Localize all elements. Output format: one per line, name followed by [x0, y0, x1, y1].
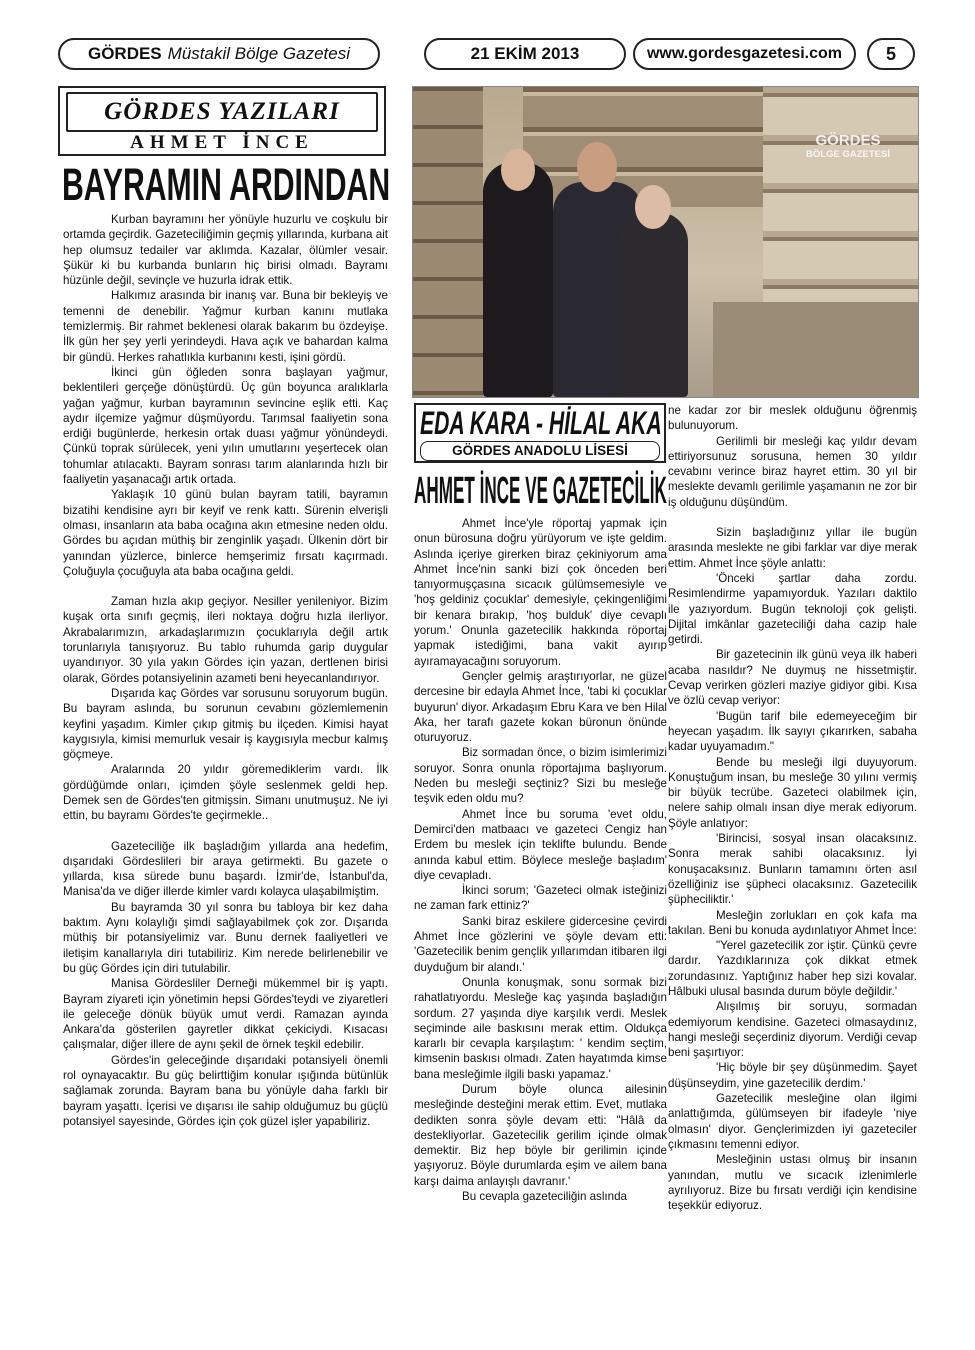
article-paragraph: Gazeteciliğe ilk başladığım yıllarda ana hedefim, dışarıdaki Gördeslileri bir araya getirmekti. Bu gazete o yıllarda, kısa sürede bunu başardı. İzmir'de, İstanbul'da, Manisa'da ve diğer illerde kimler vardı kolayca ulaşabilmiştim.: [63, 839, 388, 899]
article-paragraph: İkinci sorum; 'Gazeteci olmak isteğinizi ne zaman fark ettiniz?': [414, 884, 667, 913]
person-center-head: [577, 142, 617, 192]
person-left: [483, 162, 553, 397]
paper-name-pill: [58, 38, 380, 70]
article-paragraph: Mesleğin zorlukları en çok kafa ma takılan. Beni bu konuda aydınlatıyor Ahmet İnce:: [668, 908, 917, 937]
article-paragraph: 'Hiç böyle bir şey düşünmedim. Şayet düşünseydim, yine gazetecilik derdim.': [668, 1061, 917, 1090]
article-paragraph: Sizin başladığınız yıllar ile bugün arasında meslekte ne gibi farklar var diye merak ettim. Ahmet İnce şöyle anlattı:: [668, 526, 917, 570]
article-paragraph: Kurban bayramını her yönüyle huzurlu ve coşkulu bir ortamda geçirdik. Gazeteciliğimin geçmiş yıllarında, kurbana ait hep olumsuz tedailer var aklımda. Kazalar, ölümler vesair. Şükür ki bu kurbanda bunların hiç birisi olmadı. Bayramı hüzünle değil, sevinçle ve huzurla idrak ettik.: [63, 213, 388, 288]
article-paragraph: Ahmet İnce'yle röportaj yapmak için onun bürosuna doğru yürüyorum ve işte geldim. Aslında içeriye girerken biraz çekiniyorum ama Ahmet İnce'nin sanki bizi çok önceden beri tanıyormuşçasına sıcacık gülümsemesiyle ve 'hoş geldiniz çocuklar' demesiyle, çekingenliğimi bir kenara bırakıp, 'hoş bulduk' diye cevaplı yorum.' Onunla gazetecilik hakkında röportaj yapmak istediğimi, bana vakit ayırıp ayıramayacağını soruyorum.: [414, 517, 667, 668]
watermark-line2: BÖLGE GAZETESİ: [806, 149, 890, 160]
article-paragraph: Manisa Gördesliler Derneği mükemmel bir iş yaptı. Bayram ziyareti için yönetimin hepsi Gördes'teydi ve ziyaretleri ile geleceğe dönük büyük umut verdi. Ramazan ayında Ankara'da gösterilen gayretler dikkat çekiciydi. Kısacası çalışmalar, diğer illere de aynı şekil de örnek teşkil edebilir.: [63, 977, 388, 1052]
website-link[interactable]: www.gordesgazetesi.com: [646, 45, 842, 62]
article-paragraph: Bu bayramda 30 yıl sonra bu tabloya bir kez daha baktım. Aynı kolaylığı şimdi sağlayabilmek çok zor. Dışarıda müthiş bir potansiyelimiz var. Bunu dernek faaliyetleri ve iletişim kanallarıyla diri tutabiliriz. Kim nerede belirlenebilir ve bu güç Gördes için diri tutulabilir.: [63, 900, 388, 975]
article-paragraph: Biz sormadan önce, o bizim isimlerimizi soruyor. Sonra onunla röportajıma başlıyorum. Neden bu mesleği seçtiniz? Sizi bu mesleğe teşvik eden oldu mu?: [414, 746, 667, 806]
article-paragraph: Sanki biraz eskilere gidercesine çevirdi Ahmet İnce gözlerini ve şöyle devam etti: 'Gazetecilik benim gençlik yıllarımdan itibaren ilgi duyduğum bir alandı.': [414, 914, 667, 974]
caption-names: EDA KARA - HİLAL AKA: [420, 405, 662, 439]
person-left-head: [501, 149, 535, 191]
right-headline-wrap: [414, 470, 669, 512]
column-author: AHMET İNCE: [130, 132, 314, 153]
paper-subtitle: Müstakil Bölge Gazetesi: [167, 44, 351, 63]
article-paragraph: Aralarında 20 yıldır göremediklerim vardı. İlk gördüğümde onları, içimden şöyle seslenmek geldi hep. Demek sen de Gördes'ten gitmişsin. Simanı unutmuşuz. Ne iyi ettin, bu bayramı Gördes'te geçirmekle..: [63, 763, 388, 823]
article-paragraph: Gençler gelmiş araştırıyorlar, ne güzel dercesine bir edayla Ahmet İnce, 'tabi ki çocuklar buyurun' diyor. Arkadaşım Ebru Kara ve ben Hilal Aka, her tarafı gazete kokan büronun önünde oturuyoruz.: [414, 669, 667, 745]
right-article-col2: [668, 403, 917, 1213]
article-paragraph: 'Birincisi, sosyal insan olacaksınız. Sonra merak sahibi olacaksınız. İyi konuşacaksınız. Bunların tamamını örten asıl özelliğiniz ise şüpheci olacaksınız. Gazetecilik şüpheciliktir.': [668, 832, 917, 907]
issue-date: 21 EKİM 2013: [470, 44, 580, 63]
date-pill: [424, 38, 626, 70]
page-number: 5: [885, 43, 896, 64]
column-logo-title-band: [66, 92, 378, 132]
article-paragraph: 'Önceki şartlar daha zordu. Resimlendirme yapamıyorduk. Yazıları daktilo ile yazıyordum. Bugün teknoloji çok gelişti. Dijital imkânlar gazeteciliği daha cazip hale getirdi.: [668, 571, 917, 647]
website-pill[interactable]: [633, 38, 856, 70]
article-paragraph: 'Bugün tarif bile edemeyeceğim bir heyecan yaşadım. İlk sayıyı çıkarırken, sabaha kadar uyuyamadım.": [668, 709, 917, 754]
article-paragraph: Bu cevapla gazeteciliğin aslında: [462, 1190, 627, 1204]
right-headline: AHMET İNCE VE GAZETECİLİK: [414, 470, 667, 512]
person-right-head: [635, 185, 671, 229]
watermark-line1: GÖRDES: [815, 132, 881, 149]
caption-school: GÖRDES ANADOLU LİSESİ: [420, 441, 660, 461]
page-number-pill: [867, 38, 915, 70]
article-paragraph: Bende bu mesleği ilgi duyuyorum. Konuştuğum insan, bu mesleğe 30 yılını vermiş bir büyük tecrübe. Gazeteci olabilmek için, nelere sahip olmalı insan diye merak ediyorum. Şöyle anlatıyor:: [668, 755, 917, 830]
article-paragraph: Bir gazetecinin ilk günü veya ilk haberi acaba nasıldır? Ne duymuş ne hissetmiştir. Cevap verirken gözleri maziye gidiyor gibi. Kısa ve özlü cevap veriyor:: [668, 648, 917, 708]
interview-photo: [412, 86, 919, 398]
article-paragraph: Halkımız arasında bir inanış var. Buna bir bekleyiş ve temenni de denebilir. Yağmur kurban kanını mutlaka temizlermiş. Bir rahmet beklenesi olarak bakarım bu özdeyişe. İlk gün her şey yerli yerindeydi. Hava açık ve bahardan kalma bir gündü. Herkes rahatlıkla kurbanını kesti, işini gördü.: [63, 289, 388, 364]
person-right: [618, 212, 688, 397]
bookshelf-left: [413, 87, 483, 397]
right-article-col1: [414, 516, 667, 1204]
article-paragraph: "Yerel gazetecilik zor iştir. Çünkü çevre dardır. Yazdıklarınıza çok dikkat etmek zorundasınız. Yaptığınız haber hep sizi kovalar. Hâlbuki ulusal basında durum böyle değildir.': [668, 939, 917, 998]
article-paragraph: Durum böyle olunca ailesinin mesleğinde desteğini merak ettim. Evet, mutlaka dedikten sonra şöyle devam etti: "Hâlâ da destekliyorlar. Gazetecilik gerilim içinde olmak demektir. Biz hep böyle bir gerilimin içinde yaşıyoruz. Böyle durumlarda eşim ve ailem bana karşı daima anlayışlı davranır.': [414, 1082, 667, 1188]
article-paragraph: Gerilimli bir mesleği kaç yıldır devam ettiriyorsunuz sorusuna, hemen 30 yıldır cevabını verince biraz hayret ettim. 30 yıl bir meslekte devamlı gerilimle yaşamanın ne zor bir iş olduğunu düşündüm.: [668, 434, 917, 509]
article-paragraph: Alışılmış bir soruyu, sormadan edemiyorum kendisine. Gazeteci olmasaydınız, hangi mesleği seçerdiniz diyorum. Verdiği cevap beni şaşırtıyor:: [668, 1000, 917, 1060]
article-paragraph: Dışarıda kaç Gördes var sorusunu soruyorum bugün. Bu bayram aslında, bu sorunun cevabını gözlemlemenin keyfini yaşadım. Kimler çıkıp gitmiş bu ilçeden. Kimisi hayat kaygısıyla, kimisi memurluk vesair iş kaygısıyla mecbur kalmış göçmeye.: [63, 686, 388, 762]
caption-names-wrap: [420, 405, 664, 439]
article-paragraph: İkinci gün öğleden sonra başlayan yağmur, beklentileri gerçeğe dönüştürdü. Üç gün boyunca aralıklarla yağan yağmur, kurban bayramının sevincine eşlik etti. Kaç aydır ilçemize yağmur düşmüyordu. Tarımsal faaliyetin sona erdiği bugünlerde, herkesin ortak duası yağmur yönündeydi. Çünkü toprak sürülecek, yeni yılın umutlarını yeşertecek olan tohumlar atılacaktı. Bayram sonrası tarım alanlarında hızlı bir faaliyetin yaşanacağı artık ortada.: [63, 365, 388, 487]
left-headline: BAYRAMIN ARDINDAN: [62, 160, 391, 210]
paper-name: GÖRDES: [87, 44, 162, 63]
left-headline-wrap: [62, 160, 392, 210]
photo-caption: [414, 403, 666, 463]
column-logo: [58, 86, 386, 156]
desk: [713, 302, 918, 397]
article-paragraph: ne kadar zor bir meslek olduğunu öğrenmiş bulunuyorum.: [668, 404, 917, 433]
column-logo-title: GÖRDES YAZILARI: [104, 98, 340, 125]
article-paragraph: Gördes'in geleceğinde dışarıdaki potansiyeli önemli rol oynayacaktır. Bu güç belirttiğim konular ışığında bütünlük sağlamak zorunda. Bayram bana bu yönüyle daha farklı bir bayram yaşattı. İçerisi ve dışarısı ile sahip olduğumuz bu güçlü potansiyel sayesinde, Gördes için çok güzel işler yapabiliriz.: [63, 1053, 388, 1128]
article-paragraph: Onunla konuşmak, sonu sormak bizi rahatlatıyordu. Mesleğe kaç yaşında başladığın sordum. 27 yaşında diye karşılık verdi. Meslek seçiminde aile baskısını merak ettim. Oldukça kararlı bir cevapla karşılaştım: ' kendim seçtim, kimsenin baskısı olmadı. Zaten hayatımda kimse bana mesleğimle ilgili baskı yapamaz.': [414, 975, 667, 1081]
article-paragraph: Yaklaşık 10 günü bulan bayram tatili, bayramın bizatihi kendisine ayrı bir keyif ve renk kattı. Sürenin elverişli olması, insanların ata baba ocağına akın etmesine neden oldu. Gördes bu açıdan müthiş bir zenginlik yaşadı. Ülkenin dört bir yanından yüzlerce, binlerce hemşerimiz fırsatı kaçırmadı. Çoluğuyla çocuğuyla ata baba ocağına geldi.: [63, 488, 388, 578]
article-paragraph: Mesleğinin ustası olmuş bir insanın yanından, mutlu ve sıcacık izlenimlerle ayrılıyoruz. Bize bu fırsatı verdiği için kendisine teşekkür ediyoruz.: [668, 1153, 917, 1213]
article-paragraph: Ahmet İnce bu soruma 'evet oldu, Demirci'den matbaacı ve gazeteci Cengiz han Erdem bu meslek için teklifte bulundu. Bende anında kabul ettim. Böylece mesleğe başladım' diye cevapladı.: [414, 807, 667, 882]
left-article-body: [63, 212, 388, 1129]
photo-watermark: [788, 132, 908, 160]
article-paragraph: Gazetecilik mesleğine olan ilgimi anlattığımda, gülümseyen bir ifadeyle 'niye olmasın' diyor. Gençlerimizden iyi gazeteciler çıkmasını temenni ediyor.: [668, 1092, 917, 1151]
article-paragraph: Zaman hızla akıp geçiyor. Nesiller yenileniyor. Bizim kuşak orta sınıfı geçmiş, ileri noktaya doğru hızla ilerliyor. Akrabalarımızın, arkadaşlarımızın çocuklarıyla değil artık torunlarıyla tanışıyoruz. Bu tablo ruhumda garip duygular uyandırıyor. 30 yıla yakın Gördes için yazan, dertlenen birisi olarak, Gördes potansiyelinin azameti beni heyecanlandırıyor.: [63, 595, 388, 685]
